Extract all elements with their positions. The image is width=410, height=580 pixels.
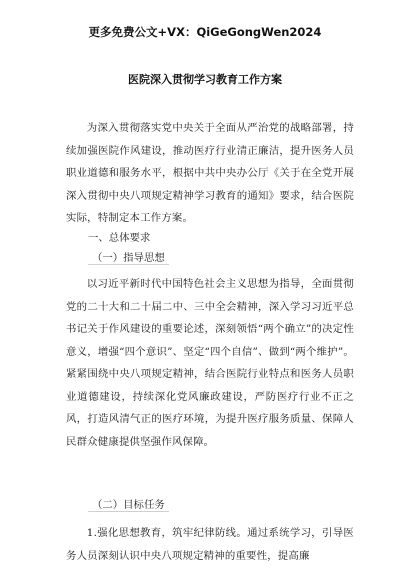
- promo-header: 更多免费公文+VX：QiGeGongWen2024: [88, 25, 322, 39]
- goals-item-1-paragraph: 1.强化思想教育，筑牢纪律防线。通过系统学习，引导医务人员深刻认识中央八项规定精神的重要性，提高廉: [66, 527, 354, 562]
- subsection-heading-goals: （二）目标任务: [88, 496, 169, 512]
- subsection-heading-guiding-ideology: （一）指导思想: [88, 249, 169, 265]
- document-title: 医院深入贯彻学习教育工作方案: [128, 73, 282, 86]
- intro-paragraph: 为深入贯彻落实党中央关于全面从严治党的战略部署，持续加强医院作风建设，推动医疗行业清正廉洁，提升医务人员职业道德和服务水平，根据中共中央办公厅《关于在全党开展深入贯彻中央八项规定精神学习教育的通知》要求，结合医院实际，特制定本工作方案。: [66, 122, 354, 224]
- section-heading-general: 一、总体要求: [88, 232, 151, 244]
- guiding-ideology-paragraph: 以习近平新时代中国特色社会主义思想为指导，全面贯彻党的二十大和二十届二中、三中全会精神，深入学习习近平总书记关于作风建设的重要论述，深刻领悟“两个确立”的决定性意义，增强“四个意识”、坚定“四个自信”、做到“两个维护”。紧紧围绕中央八项规定精神，结合医院行业特点和医务人员职业道德建设，持续深化党风廉政建设，严防医疗行业不正之风，打造风清气正的医疗环境，为提升医疗服务质量、保障人民群众健康提供坚强作风保障。: [66, 278, 354, 448]
